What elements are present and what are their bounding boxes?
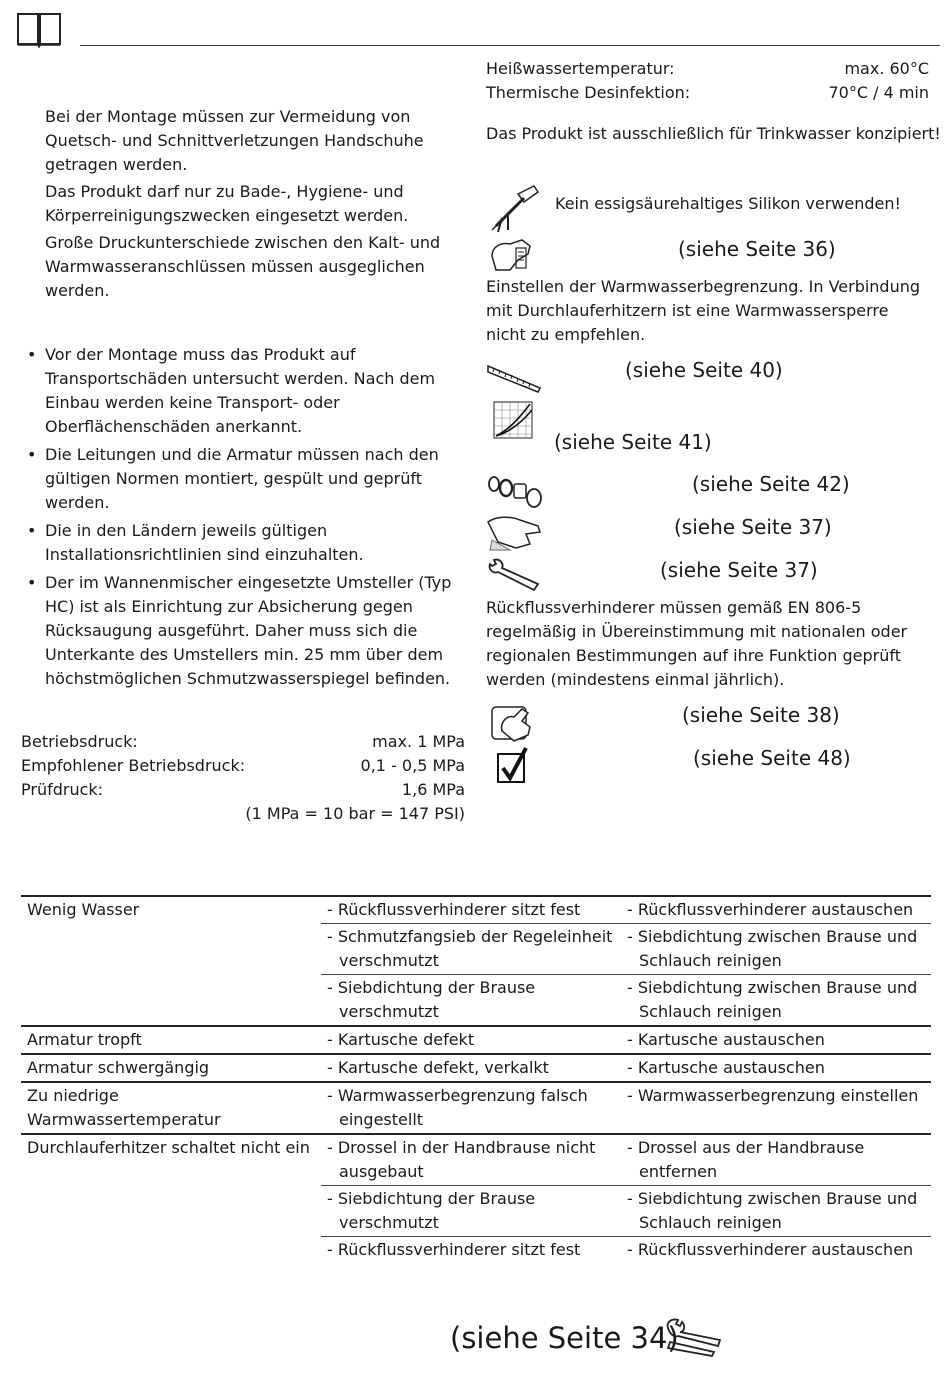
hand-button-icon: [488, 701, 536, 743]
spec-label: Prüfdruck:: [21, 780, 104, 799]
remedy-text: - Rückflussverhinderer austauschen: [627, 900, 914, 919]
remedy-text: - Siebdichtung zwischen Brause und Schlauch reinigen: [627, 978, 918, 1021]
spec-label: Thermische Desinfektion:: [486, 83, 691, 102]
remedy-cell: [621, 1134, 931, 1186]
table-row: [21, 1054, 931, 1082]
problem-cell: [21, 1186, 321, 1237]
safety-notes: [45, 105, 445, 303]
remedy-cell: [621, 1237, 931, 1264]
problem-cell: Armatur schwergängig: [21, 1054, 321, 1082]
spec-row: [21, 778, 465, 802]
cause-text: - Kartusche defekt, verkalkt: [327, 1058, 549, 1077]
wrench-icon: [486, 558, 542, 594]
spare-parts-icon: [486, 474, 544, 510]
cleaning-hand-icon: [486, 512, 544, 552]
page-reference: (siehe Seite 41): [554, 430, 712, 454]
cause-text: - Kartusche defekt: [327, 1030, 475, 1049]
spec-value: 0,1 - 0,5 MPa: [360, 756, 465, 775]
warmwater-note: Einstellen der Warmwasserbegrenzung. In Verbindung mit Durchlauferhitzern ist eine Warmwassersperre nicht zu empfehlen.: [486, 277, 921, 344]
cause-text: - Rückflussverhinderer sitzt fest: [327, 900, 581, 919]
page-reference: (siehe Seite 42): [692, 472, 850, 496]
problem-cell: Wenig Wasser: [21, 896, 321, 924]
remedy-cell: [621, 1054, 931, 1082]
ruler-icon: [486, 358, 542, 394]
remedy-cell: [621, 1186, 931, 1237]
spec-value: 1,6 MPa: [401, 780, 465, 799]
remedy-text: - Kartusche austauschen: [627, 1030, 825, 1049]
remedy-cell: [621, 1026, 931, 1054]
problem-cell: Zu niedrige Warmwassertemperatur: [21, 1082, 321, 1134]
cause-cell: [321, 896, 621, 924]
book-icon: [16, 10, 62, 48]
troubleshooting-table: [21, 895, 931, 1263]
remedy-cell: [621, 1082, 931, 1134]
cause-cell: [321, 1186, 621, 1237]
cause-text: - Siebdichtung der Brause verschmutzt: [327, 978, 536, 1021]
drinking-water-note: Das Produkt ist ausschließlich für Trinkwasser konzipiert!: [486, 124, 941, 143]
spec-value: max. 60°C: [844, 59, 929, 78]
temperature-limit-icon: [488, 234, 536, 274]
cause-cell: [321, 1134, 621, 1186]
cause-cell: [321, 1082, 621, 1134]
list-item: • Die Leitungen und die Armatur müssen nach den gültigen Normen montiert, gespült und geprüft werden.: [21, 443, 461, 515]
problem-cell: [21, 975, 321, 1027]
spec-label: Heißwassertemperatur:: [486, 59, 675, 78]
page-reference: (siehe Seite 37): [660, 558, 818, 582]
tools-icon: [664, 1318, 724, 1358]
table-row: [21, 896, 931, 924]
remedy-text: - Warmwasserbegrenzung einstellen: [627, 1086, 919, 1105]
remedy-text: - Siebdichtung zwischen Brause und Schlauch reinigen: [627, 1189, 918, 1232]
flow-diagram-icon: [492, 400, 534, 440]
table-row: [21, 1134, 931, 1186]
table-row: [21, 1082, 931, 1134]
cause-text: - Schmutzfangsieb der Regeleinheit verschmutzt: [327, 927, 613, 970]
table-row: [21, 924, 931, 975]
remedy-text: - Siebdichtung zwischen Brause und Schlauch reinigen: [627, 927, 918, 970]
page-reference: (siehe Seite 38): [682, 703, 840, 727]
cause-text: - Siebdichtung der Brause verschmutzt: [327, 1189, 536, 1232]
safety-paragraph: Bei der Montage müssen zur Vermeidung von Quetsch- und Schnittverletzungen Handschuhe getragen werden.: [45, 107, 424, 174]
spec-row: [21, 754, 465, 778]
page-reference: (siehe Seite 37): [674, 515, 832, 539]
cause-text: - Rückflussverhinderer sitzt fest: [327, 1240, 581, 1259]
remedy-text: - Drossel aus der Handbrause entfernen: [627, 1138, 865, 1181]
spec-row: [21, 802, 465, 826]
table-row: [21, 975, 931, 1027]
spec-row: [486, 57, 929, 81]
spec-value: 70°C / 4 min: [828, 83, 929, 102]
pressure-conversion-note: (1 MPa = 10 bar = 147 PSI): [245, 804, 465, 823]
problem-cell: Durchlauferhitzer schaltet nicht ein: [21, 1134, 321, 1186]
spec-label: Empfohlener Betriebsdruck:: [21, 756, 246, 775]
spec-row: [21, 730, 465, 754]
cause-text: - Drossel in der Handbrause nicht ausgebaut: [327, 1138, 596, 1181]
remedy-cell: [621, 924, 931, 975]
page-reference: (siehe Seite 48): [693, 746, 851, 770]
cause-cell: [321, 1054, 621, 1082]
installation-notes: [21, 343, 461, 695]
cause-cell: [321, 975, 621, 1027]
remedy-text: - Kartusche austauschen: [627, 1058, 825, 1077]
remedy-text: - Rückflussverhinderer austauschen: [627, 1240, 914, 1259]
spec-label: Betriebsdruck:: [21, 732, 138, 751]
cause-cell: [321, 1237, 621, 1264]
problem-cell: [21, 924, 321, 975]
backflow-note: Rückflussverhinderer müssen gemäß EN 806-5 regelmäßig in Übereinstimmung mit nationalen oder regionalen Bestimmungen auf ihre Funktion geprüft werden (mindestens einmal jährlich).: [486, 598, 908, 689]
spec-value: max. 1 MPa: [372, 732, 465, 751]
page-reference: (siehe Seite 36): [678, 237, 836, 261]
list-item: • Der im Wannenmischer eingesetzte Umsteller (Typ HC) ist als Einrichtung zur Absicherung gegen Rücksaugung ausgeführt. Daher muss sich die Unterkante des Umstellers min. 25 mm über dem höchstmöglichen Schmutzwasserspiegel befinden.: [21, 571, 461, 691]
remedy-cell: [621, 975, 931, 1027]
remedy-cell: [621, 896, 931, 924]
list-item: • Die in den Ländern jeweils gültigen Installationsrichtlinien sind einzuhalten.: [21, 519, 461, 567]
table-row: [21, 1237, 931, 1264]
silicone-gun-icon: [488, 184, 544, 234]
safety-paragraph: Große Druckunterschiede zwischen den Kalt- und Warmwasseranschlüssen müssen ausgeglichen werden.: [45, 233, 441, 300]
problem-cell: Armatur tropft: [21, 1026, 321, 1054]
temperature-specs: [486, 57, 929, 105]
header-rule: [80, 45, 940, 46]
list-item: • Vor der Montage muss das Produkt auf Transportschäden untersucht werden. Nach dem Einbau werden keine Transport- oder Oberflächenschäden anerkannt.: [21, 343, 461, 439]
pressure-specs: [21, 730, 465, 826]
safety-paragraph: Das Produkt darf nur zu Bade-, Hygiene- und Körperreinigungszwecken eingesetzt werden.: [45, 182, 409, 225]
silicone-warning: Kein essigsäurehaltiges Silikon verwenden!: [555, 194, 901, 213]
cause-cell: [321, 1026, 621, 1054]
page-reference: (siehe Seite 40): [625, 358, 783, 382]
checkbox-icon: [496, 746, 530, 784]
footer-page-reference: (siehe Seite 34): [450, 1321, 679, 1355]
cause-text: - Warmwasserbegrenzung falsch eingestellt: [327, 1086, 588, 1129]
table-row: [21, 1026, 931, 1054]
cause-cell: [321, 924, 621, 975]
problem-cell: [21, 1237, 321, 1264]
table-row: [21, 1186, 931, 1237]
spec-row: [486, 81, 929, 105]
